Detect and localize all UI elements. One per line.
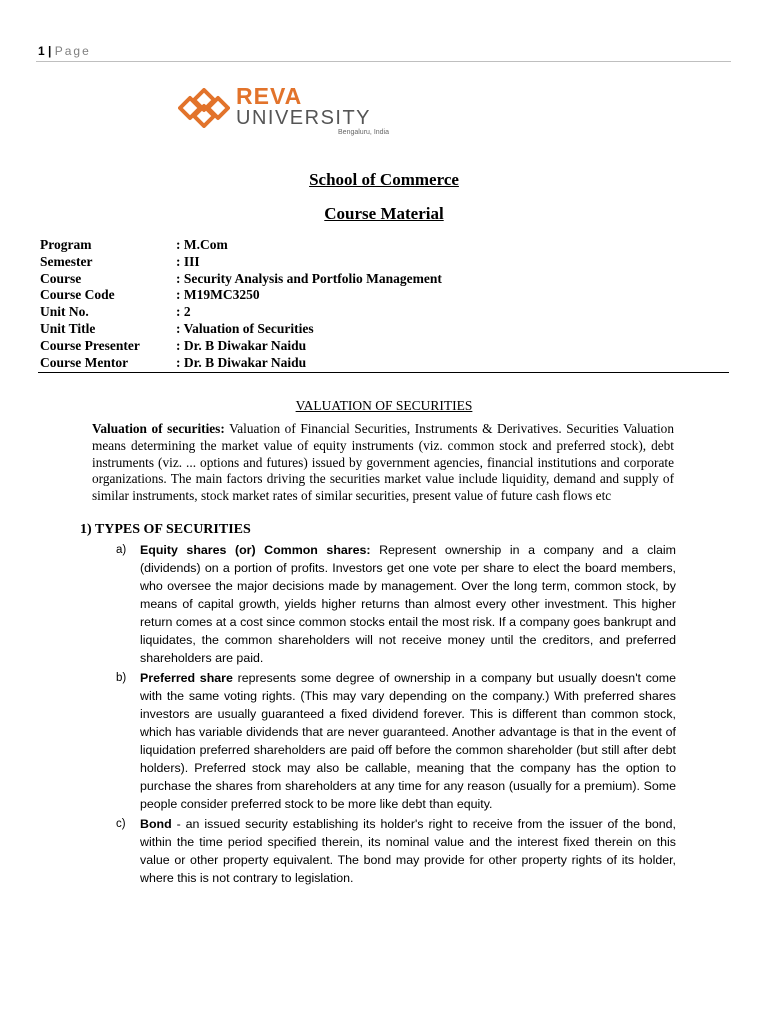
logo-location: Bengaluru, India [338,129,389,136]
intro-lead: Valuation of securities: [92,421,225,436]
list-item-text [140,815,676,887]
item-lead: Bond [140,817,172,831]
meta-row [40,254,442,271]
logo-university: UNIVERSITY [236,107,372,129]
meta-value: : Dr. B Diwakar Naidu [176,354,307,370]
list-item [116,541,676,667]
header-rule [36,61,731,62]
meta-value: : Valuation of Securities [176,320,314,336]
item-lead: Preferred share [140,671,233,685]
list-marker: a) [116,544,127,556]
metadata-divider [38,372,729,373]
list-marker: b) [116,672,127,684]
meta-value: : III [176,253,200,269]
meta-value: : M19MC3250 [176,287,260,303]
page-label: Page [54,44,91,58]
meta-row [40,287,442,304]
item-body: Represent ownership in a company and a claim (dividends) on a portion of profits. Investors get one vote per share to elect the board members, who oversee the major decisions made by management. Over the long term, common stock, by means of capital growth, yields higher returns than almost every other investment. This higher return comes at a cost since common stocks entail the most risk. If a company goes bankrupt and liquidates, the common shareholders will not receive money until the creditors, and preferred shareholders are paid. [140,543,677,665]
meta-key: Course Mentor [40,354,129,370]
meta-row [40,321,442,338]
meta-row [40,304,442,321]
course-material-title: Course Material [324,204,444,223]
item-body: represents some degree of ownership in a company but usually doesn't come with the same voting rights. (This may vary depending on the company.) With preferred shares investors are usually guaranteed a fixed dividend forever. This is different than common stock, which has variable dividends that are never guaranteed. Another advantage is that in the event of liquidation preferred shareholders are paid off before the common shareholder (but still after debt holders). Preferred stock may also be callable, meaning that the company has the option to purchase the shares from shareholders at any time for any reason (usually for a premium). Some people consider preferred stock to be more like debt than equity. [140,671,677,811]
meta-key: Course Presenter [40,337,140,353]
university-logo [178,84,398,136]
meta-key: Semester [40,253,93,269]
list-item-text [140,669,676,813]
page-number: 1 [38,44,45,58]
list-item-text [140,541,676,667]
meta-row [40,338,442,355]
meta-row [40,355,442,372]
list-marker: c) [116,818,126,830]
list-item [116,669,676,813]
page-header [38,44,91,58]
meta-value: : M.Com [176,237,228,252]
meta-value: : Dr. B Diwakar Naidu [176,337,307,353]
meta-key: Unit No. [40,304,89,320]
securities-list [116,541,676,889]
section-title: VALUATION OF SECURITIES [295,398,473,413]
school-title: School of Commerce [309,170,459,189]
reva-knot-emblem-icon [178,88,230,128]
meta-key: Course [40,270,82,286]
intro-text: Valuation of Financial Securities, Instruments & Derivatives. Securities Valuation means determining the market value of equity instruments (viz. common stock and preferred stock), debt instruments (viz. ... options and futures) issued by government agencies, financial institutions and corporate organizations. The main factors driving the securities market value include liquidity, demand and supply of similar instruments, stock market rates of similar securities, present value of future cash flows etc [92,421,674,504]
course-metadata [40,237,442,371]
meta-key: Unit Title [40,320,96,336]
intro-paragraph [92,421,674,505]
meta-key: Course Code [40,287,115,303]
types-heading: 1) TYPES OF SECURITIES [80,522,251,537]
meta-row [40,271,442,288]
logo-wordmark [236,84,389,137]
meta-row [40,237,442,254]
meta-value: : 2 [176,304,191,320]
logo-reva: REVA [236,83,303,109]
item-lead: Equity shares (or) Common shares: [140,543,371,557]
meta-value: : Security Analysis and Portfolio Management [176,270,442,286]
meta-key: Program [40,237,92,252]
page-separator: | [48,44,52,58]
item-body: - an issued security establishing its holder's right to receive from the issuer of the bond, within the time period specified therein, its nominal value and the interest fixed therein on this value or other property equivalent. The bond may provide for other property rights of its holder, where this is not contrary to legislation. [140,817,676,885]
list-item [116,815,676,887]
